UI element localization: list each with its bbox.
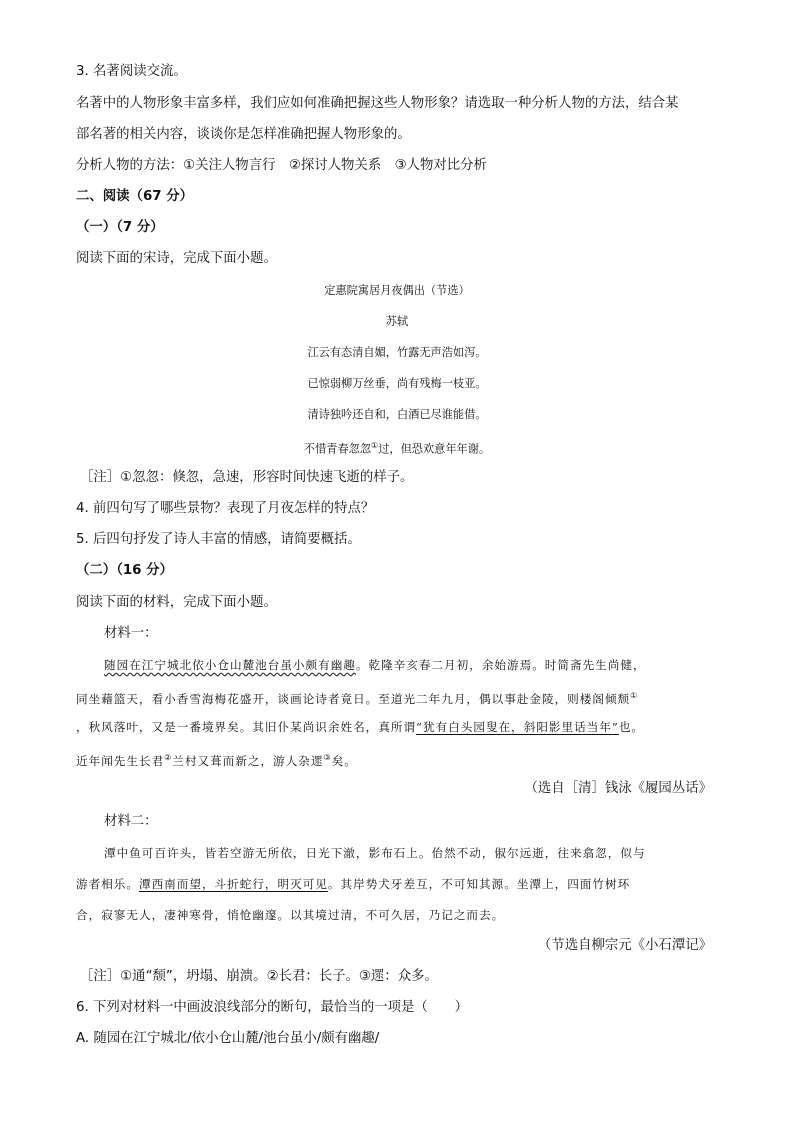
q3-title: 3. 名著阅读交流。: [76, 64, 187, 79]
material2-line3: 合，寂寥无人，凄神寒骨，悄怆幽邃。以其境过清，不可久居，乃记之而去。: [76, 908, 505, 922]
material1-line3b: 也。: [618, 720, 645, 734]
poem-line-3: 清诗独吟还自和，白酒已尽谁能借。: [307, 408, 487, 421]
poem-title: 定惠院寓居月夜偶出（节选）: [324, 284, 470, 297]
question-4: 4. 前四句写了哪些景物？表现了月夜怎样的特点？: [76, 501, 375, 516]
material1-line2-end: 颓: [617, 691, 631, 706]
material2-line2: [76, 875, 630, 893]
q3-prompt-line2: 部名著的相关内容，谈谈你是怎样准确把握人物形象的。: [76, 127, 411, 142]
part1-heading: （一）（7 分）: [76, 220, 164, 235]
part1-instruction: 阅读下面的宋诗，完成下面小题。: [76, 251, 277, 266]
poem-author: 苏轼: [385, 315, 409, 328]
question-5: 5. 后四句抒发了诗人丰富的情感，请简要概括。: [76, 532, 361, 547]
poem-line-1: 江云有态清自媚，竹露无声浩如泻。: [307, 346, 487, 359]
part2-heading: （二）（16 分）: [76, 563, 173, 578]
question-6-option-a[interactable]: A. 随园在江宁城北/依小仓山麓/池台虽小/颇有幽趣/: [76, 1031, 380, 1046]
material1-quote: “犹有白头园叟在，斜阳影里话当年”: [416, 720, 619, 734]
material1-line4b: 兰村又葺而新之，游人杂遝: [172, 753, 324, 768]
material1-line4a: 近年闻先生长君: [76, 753, 165, 768]
material1-line2-text: 同坐藉篮天，看小香雪海梅花盛开，谈画论诗者竟日。至道光二年九月，偶以事赴金陵，则楼阁倾: [76, 691, 618, 706]
material1-source: （选自［清］钱泳《履园丛话》: [524, 781, 712, 796]
material2-label: 材料二：: [104, 814, 158, 829]
material1-label: 材料一：: [104, 626, 158, 641]
material1-line3: [76, 718, 644, 736]
material2-line2b: 。其岸势犬牙差互，不可知其源。坐潭上，四面竹树环: [327, 877, 631, 891]
poem-footnote-marker: ①: [371, 441, 379, 450]
material1-note2-marker: ②: [164, 753, 173, 762]
material1-line3a: ，秋风落叶，又是一番境界矣。其旧仆某尚识余姓名，真所谓: [76, 720, 417, 734]
material2-underlined: 潭西南而望，斗折蛇行，明灭可见: [138, 877, 328, 891]
material1-note1-marker: ①: [630, 691, 639, 700]
material1-line1: [104, 656, 646, 674]
poem-line-4b: 过，但恐欢意年年谢。: [378, 442, 491, 456]
material1-line2: [76, 687, 638, 708]
poem-line-2: 已惊弱柳万丝垂，尚有残梅一枝亚。: [307, 377, 487, 390]
q3-methods: 分析人物的方法：①关注人物言行 ②探讨人物关系 ③人物对比分析: [76, 158, 487, 173]
material2-source: （节选自柳宗元《小石潭记》: [537, 938, 712, 953]
material1-note3-marker: ③: [323, 753, 332, 762]
q3-prompt-line1: 名著中的人物形象丰富多样，我们应如何准确把握这些人物形象？请选取一种分析人物的方法，结合某: [76, 96, 679, 111]
section-reading-heading: 二、阅读（67 分）: [76, 189, 194, 204]
material2-line1: 潭中鱼可百许头，皆若空游无所依，日光下澈，影布石上。佁然不动，俶尔远逝，往来翕忽，似与: [104, 846, 646, 860]
part2-instruction: 阅读下面的材料，完成下面小题。: [76, 595, 277, 610]
material1-line1-rest: 。乾隆辛亥春二月初，余始游焉。时简斋先生尚健，: [355, 658, 646, 672]
poem-note: ［注］①忽忽：倏忽，急速，形容时间快速飞逝的样子。: [80, 470, 414, 485]
material1-wavy-text: 随园在江宁城北依小仓山麓池台虽小颇有幽趣: [104, 658, 356, 672]
poem-line-4a: 不惜青春忽忽: [303, 442, 372, 456]
material2-line2a: 游者相乐。: [76, 877, 139, 891]
poem-line-4: [0, 438, 794, 458]
material1-line4: [76, 749, 357, 770]
material1-line4c: 矣。: [331, 753, 357, 768]
question-6: 6. 下列对材料一中画波浪线部分的断句，最恰当的一项是（ ）: [76, 1000, 468, 1015]
part2-note: ［注］①通“颓”，坍塌、崩溃。②长君：长子。③遝：众多。: [80, 969, 438, 984]
